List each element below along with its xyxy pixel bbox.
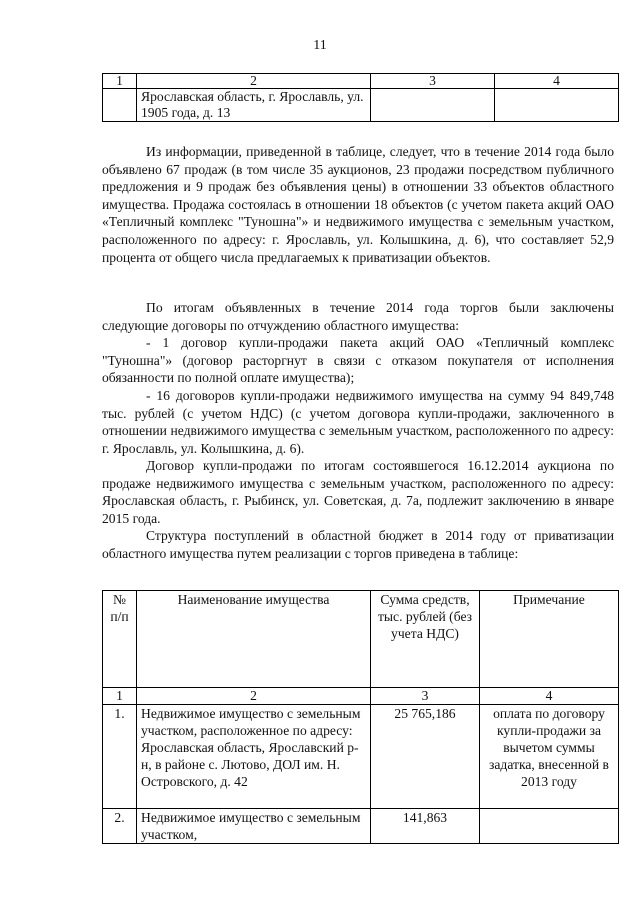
table-header-row (103, 591, 619, 688)
table-cell: 2 (137, 688, 371, 705)
table-cell: оплата по договору купли-продажи за вычетом суммы задатка, внесенной в 2013 году (480, 705, 619, 809)
table-cell (103, 89, 137, 122)
table-cell: Недвижимое имущество с земельным участком, расположенное по адресу: Ярославская область, Ярославский р-н, в районе с. Лютово, ДОЛ им. Н. Островского, д. 42 (137, 705, 371, 809)
table-cell: 1 (103, 74, 137, 89)
table-row (103, 809, 619, 844)
column-header: № п/п (103, 591, 137, 688)
table-cell: 141,863 (371, 809, 480, 844)
table-cell: 3 (371, 74, 495, 89)
table-cell: 1 (103, 688, 137, 705)
table-cell: 25 765,186 (371, 705, 480, 809)
column-header: Наименование имущества (137, 591, 371, 688)
table-numbering-row (103, 74, 619, 89)
column-header: Сумма средств, тыс. рублей (без учета НДС) (371, 591, 480, 688)
table-numbering-row (103, 688, 619, 705)
table-cell (480, 809, 619, 844)
table-cell: 1. (103, 705, 137, 809)
table-cell: 2 (137, 74, 371, 89)
table-cell: Недвижимое имущество с земельным участком, (137, 809, 371, 844)
paragraph-sales-info: Из информации, приведенной в таблице, следует, что в течение 2014 года было объявлено 67 продаж (в том числе 35 аукционов, 23 продажи посредством публичного предложения и 9 продаж без объявления цены) в отношении 33 объектов областного имущества. Продажа состоялась в отношении 18 объектов (с учетом пакета акций ОАО «Тепличный комплекс "Туношна"» и недвижимого имущества с земельным участком, расположенного по адресу: г. Ярославль, ул. Колышкина, д. 6), что составляет 52,9 процента от общего числа предлагаемых к приватизации объектов. (102, 144, 614, 265)
paragraph-table-intro: Структура поступлений в областной бюджет в 2014 году от приватизации областного имущества путем реализации с торгов приведена в таблице: (102, 528, 614, 561)
continued-table (102, 73, 619, 122)
table-cell: Ярославская область, г. Ярославль, ул. 1905 года, д. 13 (137, 89, 371, 122)
privatization-table (102, 590, 619, 844)
table-row (103, 705, 619, 809)
table-cell: 3 (371, 688, 480, 705)
table-cell: 2. (103, 809, 137, 844)
table-row (103, 89, 619, 122)
paragraph-contract-realty: - 16 договоров купли-продажи недвижимого имущества на сумму 94 849,748 тыс. рублей (с учетом НДС) (с учетом договора купли-продажи, заключенного в отношении недвижимого имущества с земельным участком, расположенного по адресу: г. Ярославль, ул. Колышкина, д. 6). (102, 388, 614, 456)
paragraph-contract-shares: - 1 договор купли-продажи пакета акций ОАО «Тепличный комплекс "Туношна"» (договор расторгнут в связи с отказом покупателя от исполнения обязанности по полной оплате имущества); (102, 335, 614, 386)
column-header: Примечание (480, 591, 619, 688)
table-cell: 4 (495, 74, 619, 89)
page-number: 11 (313, 38, 327, 53)
table-cell (371, 89, 495, 122)
table-cell: 4 (480, 688, 619, 705)
paragraph-contracts-intro: По итогам объявленных в течение 2014 года торгов были заключены следующие договоры по отчуждению областного имущества: (102, 300, 614, 333)
table-cell (495, 89, 619, 122)
paragraph-rybinsk-contract: Договор купли-продажи по итогам состоявшегося 16.12.2014 аукциона по продаже недвижимого имущества с земельным участком, расположенного по адресу: Ярославская область, г. Рыбинск, ул. Советская, д. 7а, подлежит заключению в январе 2015 года. (102, 458, 614, 526)
